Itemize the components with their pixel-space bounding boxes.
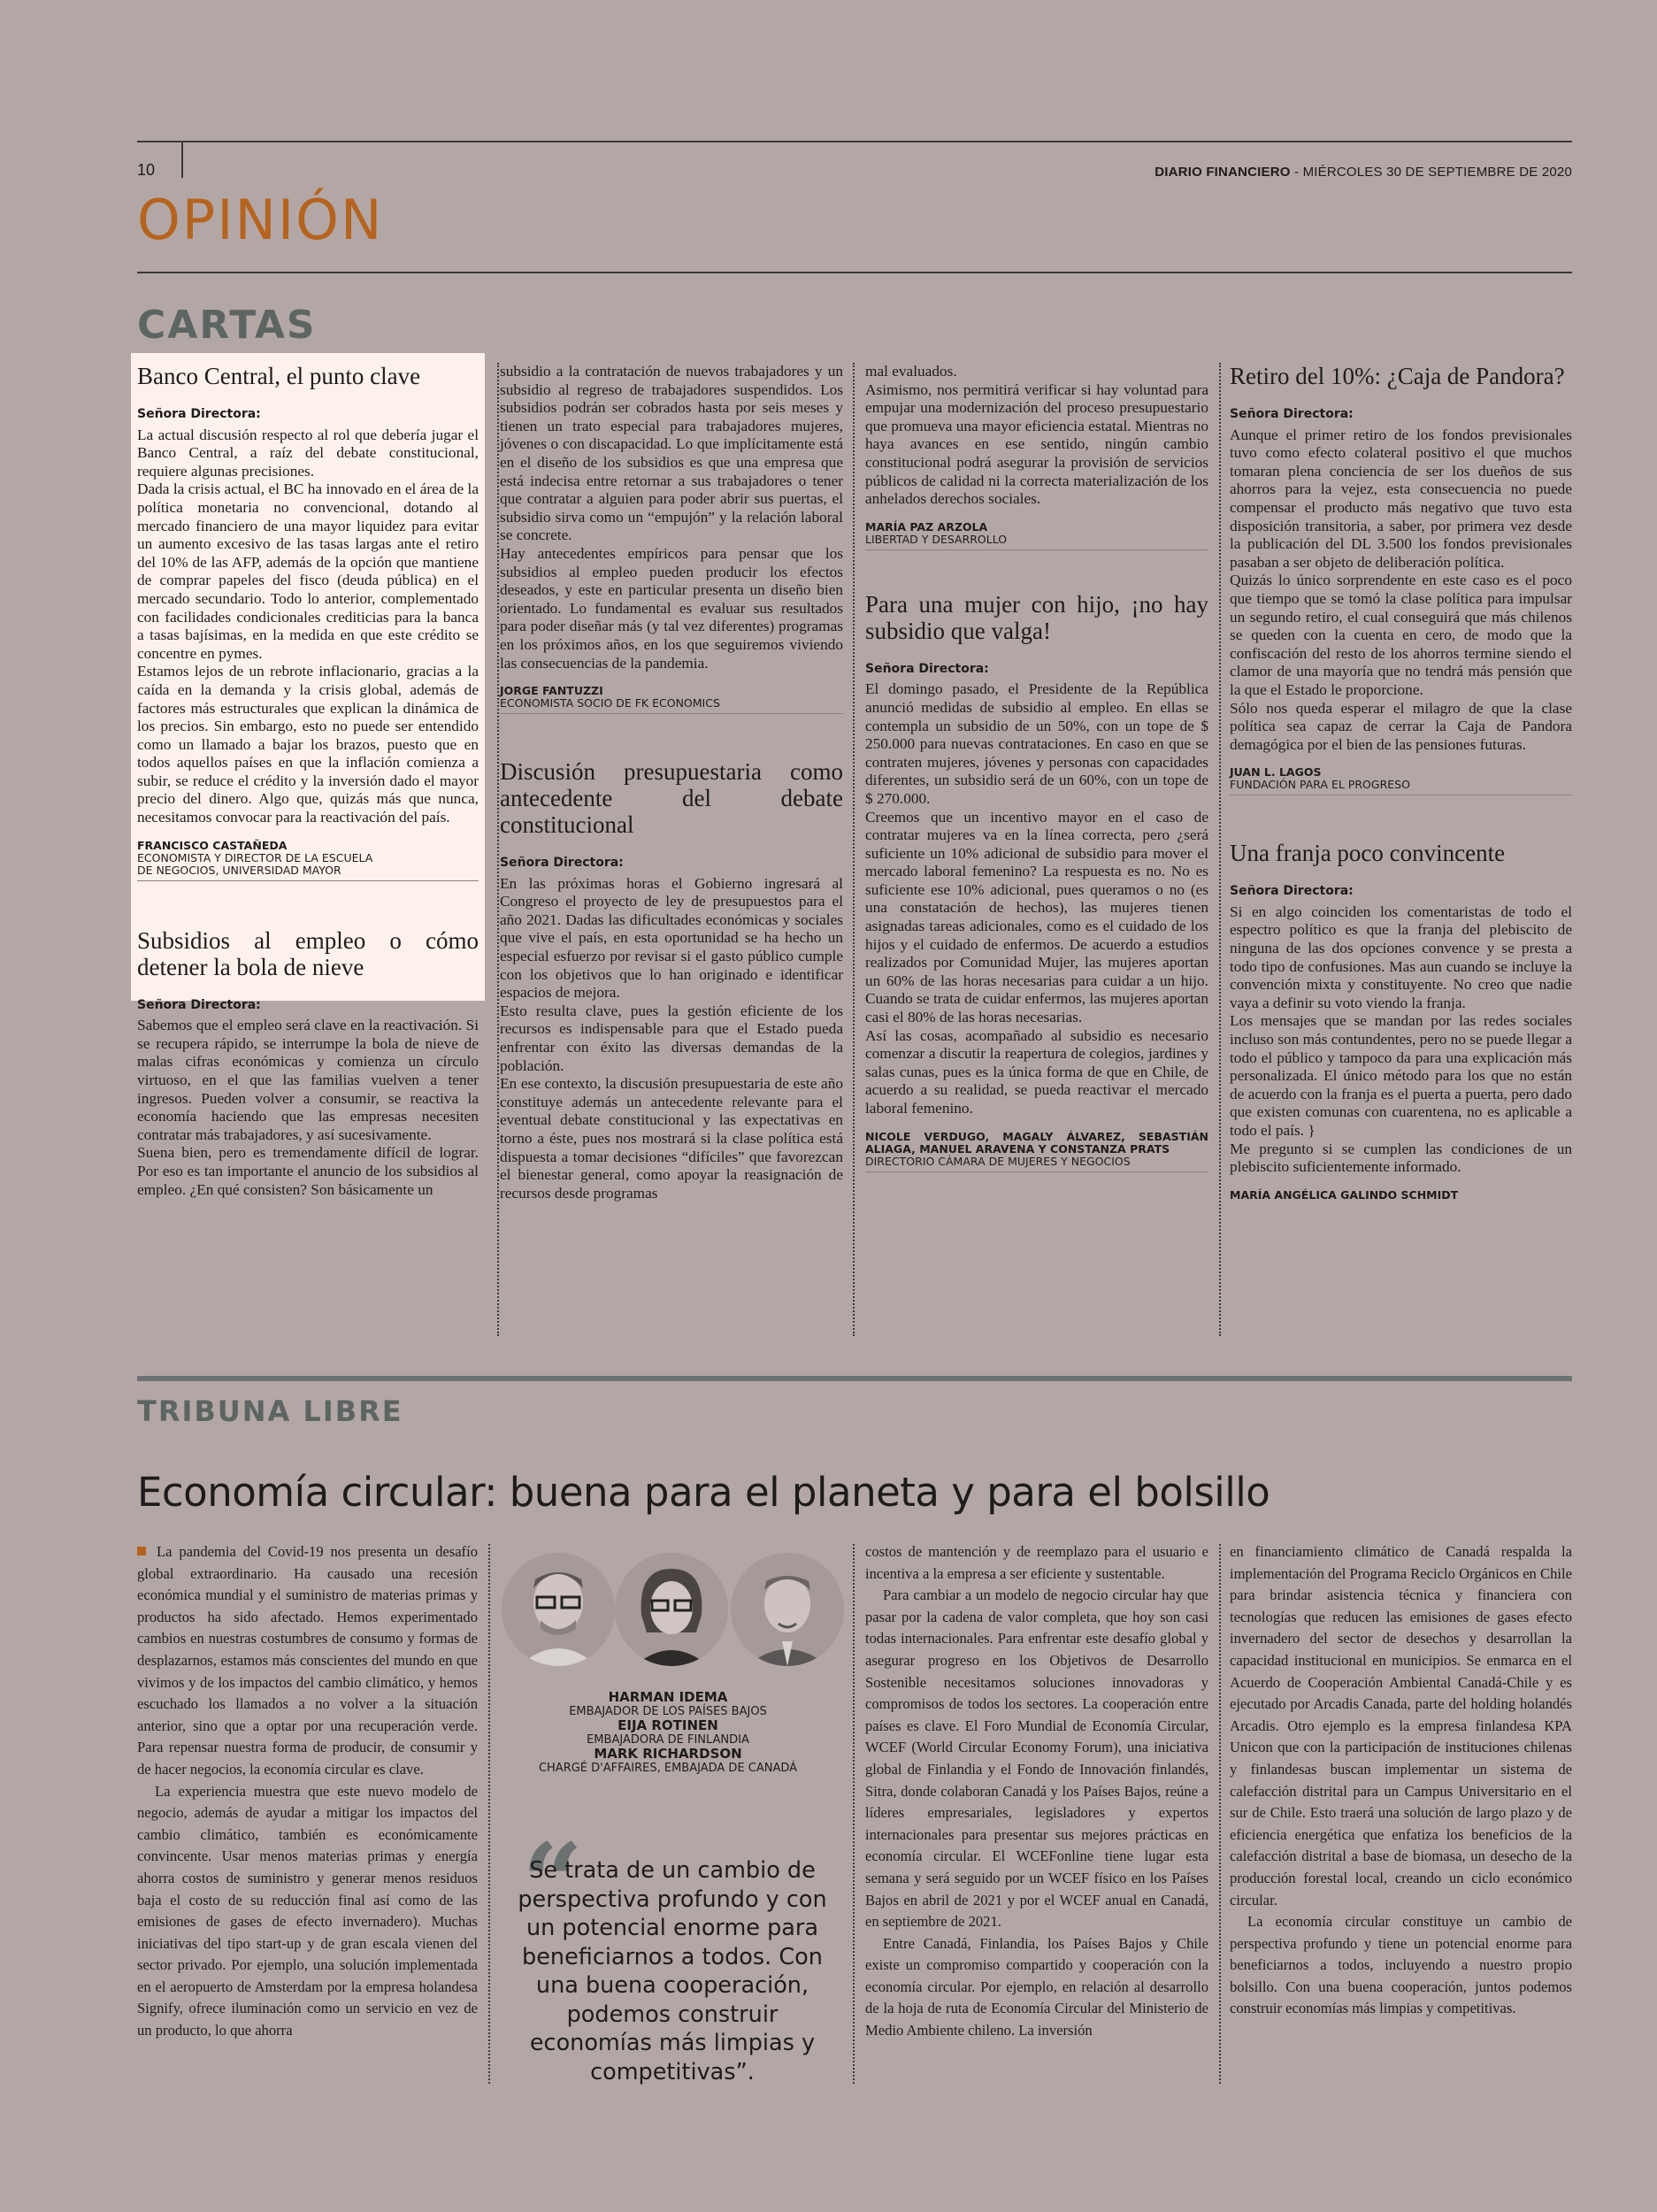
letter-paragraph: Quizás lo único sorprendente en este caso es el poco que tiempo que se tomó la clase política para impulsar un segundo retiro, el cual conseguirá que más chilenos se queden con la cuenta en cero, de modo que la confiscación del resto de los ahorros termine siendo el clamor de una mayoría que no tendrá más pensión que la que el Estado le proporcione. <box>1230 572 1572 698</box>
article-column-4 <box>1230 1541 1572 2020</box>
letter-headline: Una franja poco convincente <box>1230 840 1506 867</box>
article-paragraph: La pandemia del Covid-19 nos presenta un desafío global extraordinario. Ha causado una recesión económica mundial y el suministro de materias primas y productos ha sido afectado. Hemos experimentado cambios en nuestras costumbres de consumo y formas de desplazarnos, estamos más conscientes del mundo en que vivimos y de los impactos del cambio climático, y hemos escuchado los llamados a no volver a la situación anterior, sino que a optar por una recuperación verde. Para repensar nuestra forma de producir, de consumir y de hacer negocios, la economía circular es clave. <box>137 1543 478 1778</box>
letter-paragraph: Hay antecedentes empíricos para pensar que los subsidios al empleo pueden producir los efectos deseados, y este en particular presenta un diseño bien orientado. Lo fundamental es evaluar sus resultados para poder diseñar más (y tal vez diferentes) programas en los próximos años, en los que seguiremos viviendo las consecuencias de la pandemia. <box>500 544 843 672</box>
letter-signature <box>137 840 479 881</box>
letter-paragraph: Si en algo coinciden los comentaristas de todo el espectro político es que la franja del plebiscito de ninguna de las dos opciones convence y se presta a todo tipo de confusiones. Mas aun cuando se incluye la convención mixta y constituyente. No creo que nadie vaya a definir su voto viendo la franja. <box>1230 902 1572 1011</box>
cartas-column-3 <box>865 363 1208 1172</box>
letter-author: NICOLE VERDUGO, MAGALY ÁLVAREZ, SEBASTIÁN ALIAGA, MANUEL ARAVENA Y CONSTANZA PRATS <box>865 1129 1208 1156</box>
tribuna-label: TRIBUNA LIBRE <box>137 1394 403 1428</box>
letter-salute: Señora Directora: <box>865 661 989 676</box>
letter-author-role: DIRECTORIO CÁMARA DE MUJERES Y NEGOCIOS <box>865 1154 1131 1168</box>
article-column-1 <box>137 1541 478 2042</box>
article-authors <box>495 1690 840 1775</box>
letter-author-role: ECONOMISTA SOCIO DE FK ECONOMICS <box>500 696 720 710</box>
cartas-column-4 <box>1230 363 1572 1205</box>
letter-paragraph: La actual discusión respecto al rol que debería jugar el Banco Central, a raíz del debate constitucional, requiere algunas precisiones. <box>137 426 479 480</box>
author-name: MARK RICHARDSON <box>594 1746 742 1762</box>
letter-author: FRANCISCO CASTAÑEDA <box>137 838 288 852</box>
letter-paragraph: subsidio a la contratación de nuevos trabajadores y un subsidio al regreso de trabajadores suspendidos. Los subsidios podrán ser cobrados hasta por seis meses y tienen un trato especial para trabajadores mujeres, jóvenes o con discapacidad. Lo que implícitamente está en el diseño de los subsidios es que una empresa que está indecisa entre retornar a sus trabajadores o tener que contratar a alguien para poder abrir sus puertas, el subsidio sirva como un “empujón” y la relación laboral se concrete. <box>500 363 843 544</box>
author-role: EMBAJADOR DE LOS PAÍSES BAJOS <box>569 1705 767 1718</box>
letter-headline: Subsidios al empleo o cómo detener la bola de nieve <box>137 926 479 980</box>
section-title: OPINIÓN <box>137 188 384 252</box>
article-column-3 <box>865 1541 1208 2042</box>
cartas-column-2 <box>500 363 843 1202</box>
column-separator <box>488 1544 490 2084</box>
page-number-divider <box>181 141 183 178</box>
article-paragraph: Entre Canadá, Finlandia, los Países Bajos y Chile existe un compromiso compartido y cooperación con la economía circular. Por ejemplo, en relación al desarrollo de la hoja de ruta de Economía Circular del Ministerio de Medio Ambiente chileno. La inversión <box>865 1934 1208 2039</box>
letter-salute: Señora Directora: <box>137 997 261 1012</box>
letter-salute: Señora Directora: <box>1230 884 1354 899</box>
column-separator <box>1219 363 1221 1336</box>
letter-signature <box>500 685 843 714</box>
letter-paragraph: Sabemos que el empleo será clave en la reactivación. Si se recupera rápido, se interrumpe la bola de nieve de malas cifras económicas y comienza un círculo virtuoso, en el que las familias vuelven a tener ingresos. Pueden volver a consumir, se reactiva la economía haciendo que las empresas necesiten contratar más trabajadores, y así sucesivamente. <box>137 1017 479 1143</box>
publication-name: DIARIO FINANCIERO <box>1155 165 1291 180</box>
letter-headline: Retiro del 10%: ¿Caja de Pandora? <box>1230 363 1565 389</box>
cartas-label: CARTAS <box>137 303 317 348</box>
top-rule <box>137 141 1572 142</box>
letter-salute: Señora Directora: <box>500 856 624 871</box>
author-name: HARMAN IDEMA <box>608 1689 728 1705</box>
author-role: EMBAJADORA DE FINLANDIA <box>587 1733 749 1747</box>
author-portrait <box>731 1553 844 1666</box>
cartas-column-1 <box>137 363 479 1199</box>
article-paragraph: La economía circular constituye un cambio de perspectiva profundo y tiene un potencial enorme para beneficiarnos a todos, incluyendo a nuestro propio bolsillo. Con una buena cooperación, juntos podemos construir economías más limpias y competitivas. <box>1230 1913 1572 2017</box>
letter-paragraph: Asimismo, nos permitirá verificar si hay voluntad para empujar una modernización del proceso presupuestario que promueva una mayor eficiencia estatal. Mientras no haya avances en ese sentido, ningún cambio constitucional podrá asegurar la provisión de servicios públicos de calidad ni la correcta materialización de los anhelados derechos sociales. <box>865 380 1208 508</box>
letter-paragraph: Dada la crisis actual, el BC ha innovado en el área de la política monetaria no convencional, dotando al mercado financiero de una mayor liquidez para evitar un aumento excesivo de las tasas largas ante el retiro del 10% de las AFP, además de la opción que mantiene de comprar papeles del fisco (deuda pública) en el mercado secundario. Todo lo anterior, complementado con facilidades condicionales crediticias para la banca a tasas bajísimas, en la medida en que este crédito se concentre en pymes. <box>137 480 479 662</box>
letter-paragraph: Así las cosas, acompañado al subsidio es necesario comenzar a discutir la reapertura de colegios, jardines y salas cunas, pues es la única forma de que en Chile, de acuerdo a su realidad, se pueda reactivar el mercado laboral femenino. <box>865 1026 1208 1117</box>
bullet-square-icon <box>137 1547 146 1555</box>
letter-signature <box>1230 766 1572 795</box>
letter-author-role: DE NEGOCIOS, UNIVERSIDAD MAYOR <box>137 863 341 877</box>
column-separator <box>1219 1544 1221 2084</box>
quote-mark-icon: “ <box>522 1820 584 1945</box>
letter-author: JUAN L. LAGOS <box>1230 765 1322 780</box>
masthead <box>1155 165 1572 180</box>
tribuna-rule <box>137 1376 1572 1381</box>
letter-paragraph: Los mensajes que se mandan por las redes sociales incluso son más contundentes, pero no se puede llegar a todo el público y tampoco da para una explicación más personalizada. El único método para los que no están de acuerdo con la franja es el puerta a puerta, pero dado que existen comunas con cuarentena, no es aplicable a todo el país. } <box>1230 1012 1572 1139</box>
page-number: 10 <box>137 161 156 179</box>
letter-author-role: LIBERTAD Y DESARROLLO <box>865 532 1008 546</box>
letter-headline: Banco Central, el punto clave <box>137 363 421 389</box>
letter-paragraph: En ese contexto, la discusión presupuestaria de este año constituye además un antecedente relevante para el eventual debate constitucional y las expectativas en torno a éste, pues nos mostrará si la clase política está dispuesta a tomar decisiones “difíciles” que favorezcan el bienestar general, como apoyar la reasignación de recursos desde programas <box>500 1075 843 1202</box>
letter-paragraph: Estamos lejos de un rebrote inflacionario, gracias a la caída en la demanda y la crisis global, además de factores más estructurales que explican la dinámica de los precios. Sin embargo, esto no puede ser entendido como un llamado a bajar los brazos, puesto que en todos aquellos países en que la inflación comienza a subir, se reduce el crédito y la inversión dado el mayor precio del dinero. Algo que, quizás más que nunca, necesitamos convocar para la reactivación del país. <box>137 663 479 826</box>
issue-date: - MIÉRCOLES 30 DE SEPTIEMBRE DE 2020 <box>1290 165 1572 180</box>
letter-paragraph: Aunque el primer retiro de los fondos previsionales tuvo como efecto colateral positivo el que muchos tomaran plena conciencia de ser los dueños de sus ahorros para la vejez, esta consecuencia no puede compensar el producto más negativo que tuvo esta disposición transitoria, a saber, por primera vez desde la publicación del DL 3.500 los fondos previsionales pasaban a ser objeto de deliberación política. <box>1230 426 1572 571</box>
author-portrait <box>615 1553 728 1666</box>
pull-quote: Se trata de un cambio de perspectiva profundo y con un potencial enorme para beneficiarnos a todos. Con una buena cooperación, podemos construir economías más limpias y competitivas”. <box>518 1857 827 2085</box>
letter-paragraph: Suena bien, pero es tremendamente difícil de lograr. Por eso es tan importante el anuncio de los subsidios al empleo. ¿En qué consisten? Son básicamente un <box>137 1144 479 1198</box>
article-paragraph: en financiamiento climático de Canadá respalda la implementación del Programa Reciclo Orgánicos en Chile para brindar asistencia técnica y financiera con tecnologías que reducen las emisiones de gases efecto invernadero del sector de desechos y desarrollan la capacidad institucional en municipios. Se enmarca en el Acuerdo de Cooperación Ambiental Canadá-Chile y es ejecutado por Arcadis Canada, parte del holding holandés Arcadis. Otro ejemplo es la empresa finlandesa KPA Unicon que con la participación de instituciones chilenas y finlandesas buscan implementar un sistema de calefacción distrital para un Campus Universitario en el sur de Chile. Esto traerá una solución de largo plazo y de eficiencia energética que enfatiza los beneficios de la calefacción distrital a base de biomasa, un desecho de la producción forestal local, creando un ciclo económico circular. <box>1230 1543 1572 1909</box>
letter-author-role: ECONOMISTA Y DIRECTOR DE LA ESCUELA <box>137 850 373 864</box>
letter-paragraph: mal evaluados. <box>865 363 957 380</box>
letter-author-role: FUNDACIÓN PARA EL PROGRESO <box>1230 778 1410 792</box>
column-separator <box>497 363 499 1336</box>
letter-headline: Discusión presupuestaria como antecedente del debate constitucional <box>500 758 843 839</box>
letter-signature <box>865 1131 1208 1172</box>
letter-paragraph: Sólo nos queda esperar el milagro de que la clase política sea capaz de cerrar la Caja de Pandora demagógica por el bien de las pensiones futuras. <box>1230 699 1572 753</box>
author-role: CHARGÉ D'AFFAIRES, EMBAJADA DE CANADÁ <box>538 1762 798 1775</box>
letter-salute: Señora Directora: <box>1230 407 1354 421</box>
letter-author: JORGE FANTUZZI <box>500 684 603 698</box>
article-paragraph: costos de mantención y de reemplazo para el usuario e incentiva a la empresa a ser eficiente y sustentable. <box>865 1543 1208 1582</box>
letter-paragraph: Me pregunto si se cumplen las condiciones de un plebiscito suficientemente informado. <box>1230 1140 1572 1176</box>
letter-salute: Señora Directora: <box>137 407 261 421</box>
letter-author: MARÍA PAZ ARZOLA <box>865 519 988 534</box>
author-name: EIJA ROTINEN <box>618 1717 718 1733</box>
article-paragraph: La experiencia muestra que este nuevo modelo de negocio, además de ayudar a mitigar los impactos del cambio climático, también es económicamente convincente. Usar menos materias primas y energía ahorra costos de suministro y generar menos residuos baja el costo de su reducción final así como de las emisiones de gases de efecto invernadero). Muchas iniciativas del tipo start-up y de gran escala vienen del sector privado. Por ejemplo, una solución implementada en el aeropuerto de Amsterdam por la empresa holandesa Signify, ofrece iluminación como un servicio en vez de un producto, lo que ahorra <box>137 1782 478 2039</box>
letter-paragraph: El domingo pasado, el Presidente de la República anunció medidas de subsidio al empleo. En ellas se contempla un subsidio de un 50%, con un tope de $ 250.000 para nuevas contrataciones. En caso en que se contraten mujeres, jóvenes y personas con capacidades diferentes, un subsidio será de un 60%, con un tope de $ 270.000. <box>865 680 1208 807</box>
letter-headline: Para una mujer con hijo, ¡no hay subsidio que valga! <box>865 590 1208 644</box>
author-portrait <box>502 1553 615 1666</box>
letter-signature <box>1230 1189 1572 1205</box>
letter-paragraph: Esto resulta clave, pues la gestión eficiente de los recursos es indispensable para que el Estado pueda enfrentar con éxito las diversas demandas de la población. <box>500 1002 843 1074</box>
letter-paragraph: En las próximas horas el Gobierno ingresará al Congreso el proyecto de ley de presupuestos para el año 2021. Dadas las dificultades económicas y sociales que vive el país, en esta oportunidad se ha hecho un especial esfuerzo por revisar si el gasto público cumple con los objetivos que lo han originado e identificar espacios de mejora. <box>500 874 843 1002</box>
letter-signature <box>865 521 1208 550</box>
article-headline: Economía circular: buena para el planeta y para el bolsillo <box>137 1469 1270 1516</box>
column-separator <box>853 1544 855 2084</box>
column-separator <box>853 363 855 1336</box>
letter-paragraph: Creemos que un incentivo mayor en el caso de contratar mujeres va en la línea correcta, pero ¿será suficiente un 10% adicional de subsidio para mover el mercado laboral femenino? La respuesta es no. No es suficiente ese 10% adicional, pues queramos o no (es una constatación de hechos), las mujeres tienen asignadas tareas adicionales, como es el cuidado de los hijos y el cuidado de enfermos. De acuerdo a estudios realizados por Comunidad Mujer, las mujeres aportan un 60% de las horas necesarias para cuidar a un hijo. Cuando se trata de cuidar enfermos, las mujeres aportan casi el 80% de las horas necesarias. <box>865 808 1208 1026</box>
article-paragraph: Para cambiar a un modelo de negocio circular hay que pasar por la cadena de valor completa, que hoy son casi todas internacionales. Para enfrentar este desafío global y asegurar progreso en los Objetivos de Desarrollo Sostenible necesitamos soluciones innovadoras y compromisos de todos los sectores. La cooperación entre países es clave. El Foro Mundial de Economía Circular, WCEF (World Circular Economy Forum), una iniciativa global de Finlandia y el Fondo de Innovación finlandés, Sitra, donde colaboran Canadá y los Países Bajos, reúne a líderes empresariales, legisladores y expertos internacionales para presentar sus mejores prácticas en economía circular. El WCEFonline tiene lugar esta semana y será seguido por un WCEF físico en los Países Bajos en abril de 2021 y por el WCEF anual en Canadá, en septiembre de 2021. <box>865 1586 1208 1931</box>
letter-author: MARÍA ANGÉLICA GALINDO SCHMIDT <box>1230 1187 1459 1202</box>
section-rule <box>137 272 1572 273</box>
